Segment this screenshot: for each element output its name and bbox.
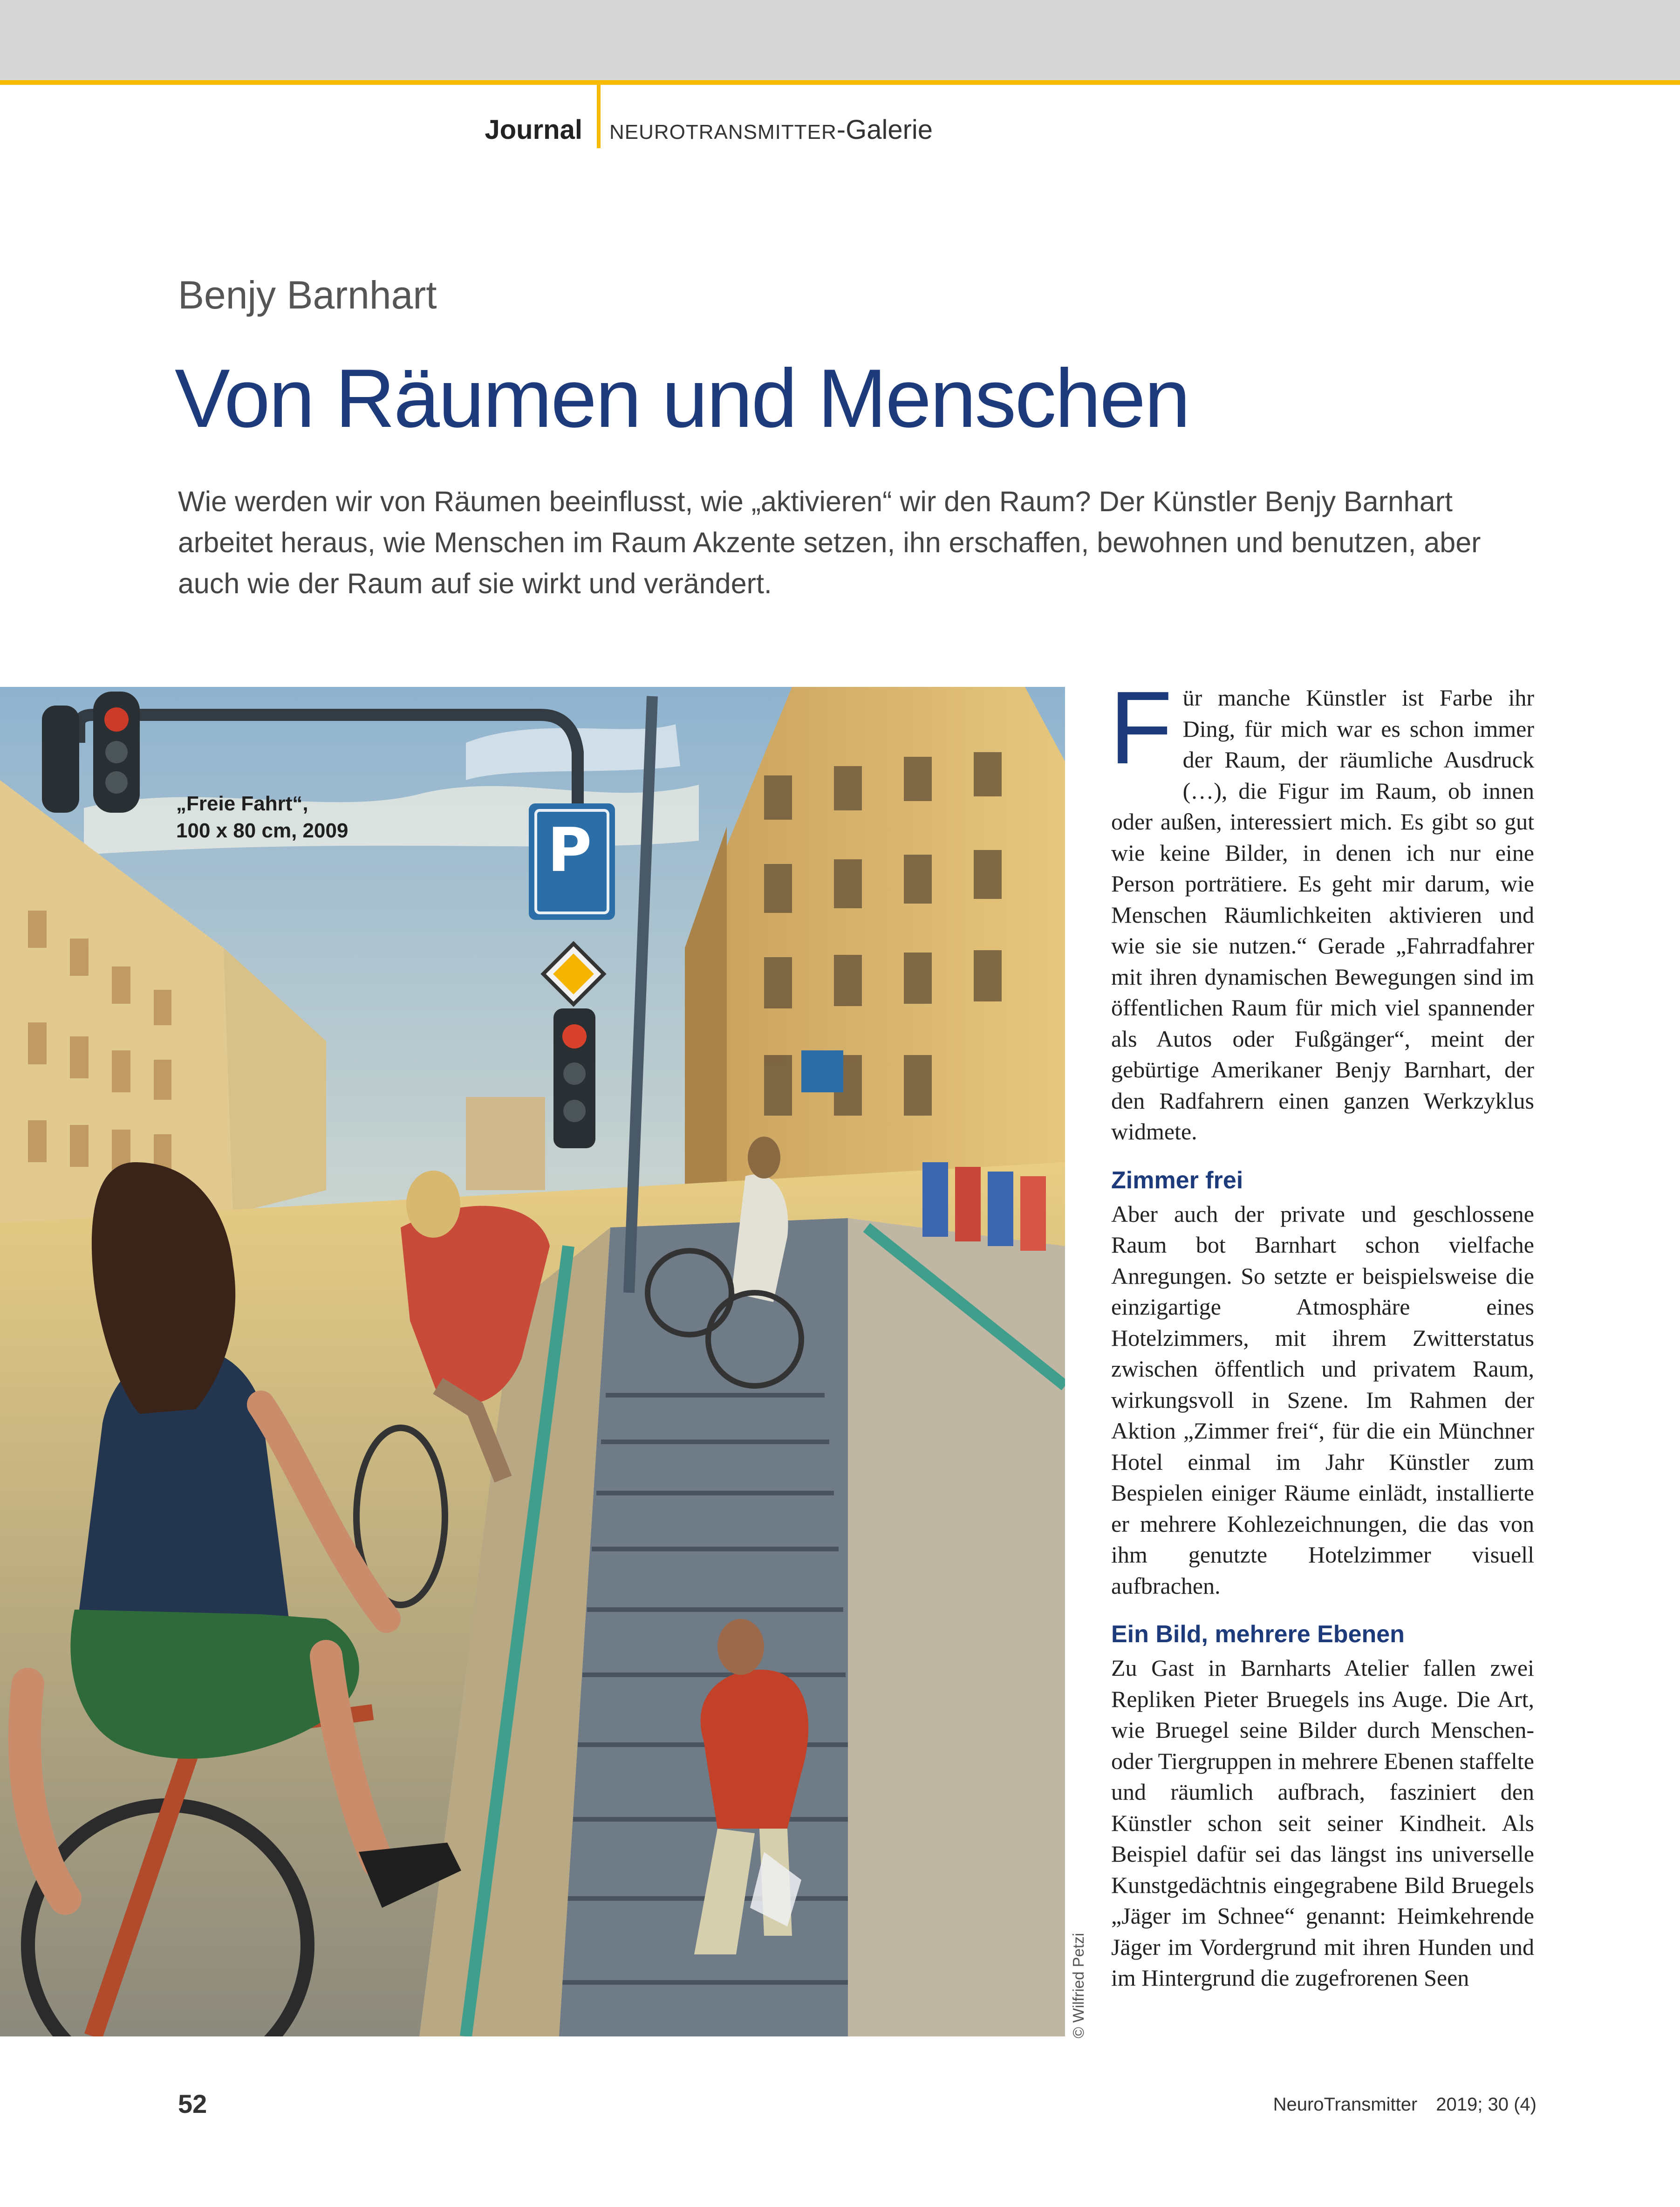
page-number: 52 [178, 2089, 207, 2118]
top-band [0, 0, 1680, 80]
caption-title: „Freie Fahrt“, [176, 792, 308, 815]
image-caption [176, 790, 348, 844]
article-lead: Wie werden wir von Räumen beeinflusst, wie „aktivieren“ wir den Raum? Der Künstler Benjy Barnhart arbeitet heraus, wie Menschen im Raum Akzente setzen, ihn erschaffen, bewohnen und benutzen, aber auch wie der Raum auf sie wirkt und verändert. [178, 486, 1481, 599]
article-body [1109, 670, 1534, 1994]
paragraph-3: Zu Gast in Barnharts Atelier fallen zwei Repliken Pieter Bruegels ins Auge. Die Art, wie Bruegel seine Bilder durch Menschen- oder Tiergruppen in mehrere Ebenen staffelte und räumlich aufbrach, fasziniert den Künstler schon seit seiner Kindheit. Als Beispiel dafür sei das längst ins universelle Kunstgedächtnis eingegrabene Bild Bruegels „Jäger im Schnee“ genannt: Heimkehrende Jäger im Vordergrund mit ihren Hunden und im Hintergrund die zugefrorenen Seen [1111, 1655, 1534, 1991]
header-divider [597, 83, 601, 148]
paragraph-2: Aber auch der private und geschlossene Raum bot Barnhart schon vielfache Anregungen. So setzte er beispielsweise die einzigartige Atmosphäre eines Hotelzimmers, mit ihrem Zwitterstatus zwischen öffentlich und privatem Raum, wirkungsvoll in Szene. Im Rahmen der Aktion „Zimmer frei“, für die ein Münchner Hotel einmal im Jahr Künstler zum Bespielen einiger Räume einlädt, installierte er mehrere Kohlezeichnungen, die das von ihm genutzte Hotelzimmer visuell aufbrachen. [1111, 1200, 1534, 1599]
parking-sign-letter: P [547, 815, 592, 885]
article-title: Von Räumen und Menschen [175, 352, 1189, 445]
header-section-label [609, 114, 933, 145]
footer-journal: NeuroTransmitter [1273, 2094, 1418, 2115]
paragraph-1: ür manche Künstler ist Farbe ihr Ding, für mich war es schon immer der Raum, der räumliche Ausdruck (…), die Figur im Raum, ob innen oder außen, interessiert mich. Es gibt so gut wie keine Bilder, in denen ich nur eine Person porträtiere. Es geht mir darum, wie Menschen Räumlichkeiten aktivieren und wie sie sie nutzen.“ Gerade „Fahrradfahrer mit ihren dynamischen Bewegungen sind im öffentlichen Raum für mich viel spannender als Autos oder Fußgänger“, meint der gebürtige Amerikaner Benjy Barnhart, der den Radfahrern einen ganzen Werkzyklus widmete. [1111, 685, 1534, 1145]
painting-freie-fahrt [0, 687, 1065, 2036]
drop-cap: F [1109, 670, 1173, 786]
header-section-rest: -Galerie [836, 115, 933, 145]
header-journal-label: Journal [485, 115, 582, 145]
footer-issue: 2019; 30 (4) [1436, 2094, 1537, 2115]
footer-citation [1273, 2094, 1537, 2115]
author-name: Benjy Barnhart [178, 273, 437, 317]
header-section-caps: NEUROTRANSMITTER [609, 121, 837, 144]
caption-details: 100 x 80 cm, 2009 [176, 819, 348, 842]
photo-credit: © Wilfried Petzi [1070, 1933, 1087, 2038]
subheading-zimmer-frei: Zimmer frei [1111, 1166, 1243, 1194]
top-accent-line [0, 80, 1680, 85]
subheading-ein-bild: Ein Bild, mehrere Ebenen [1111, 1621, 1405, 1648]
